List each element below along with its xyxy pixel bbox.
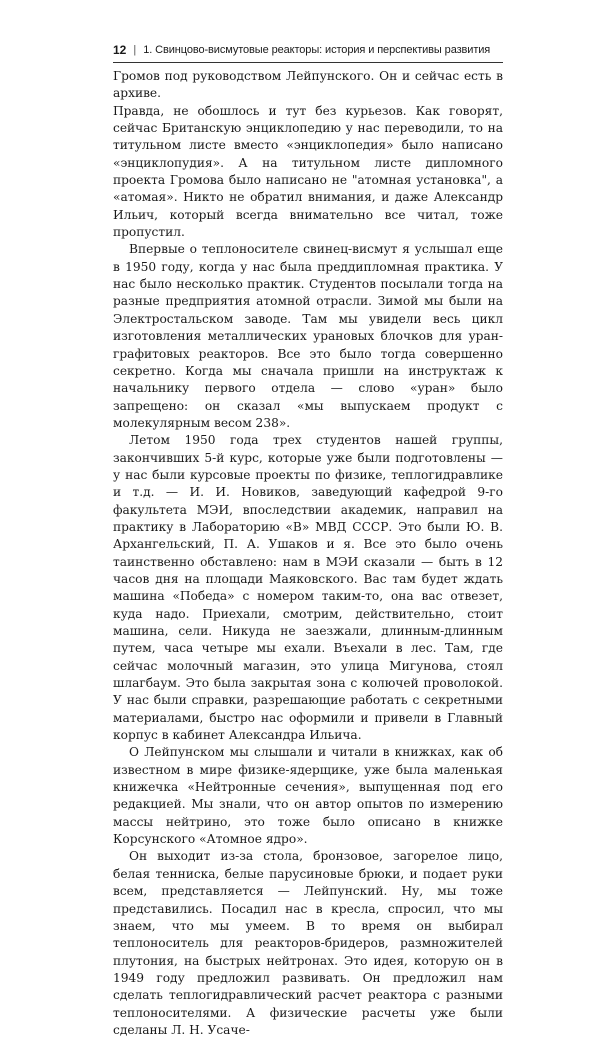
header-rule	[113, 62, 503, 63]
paragraph-4: О Лейпунском мы слышали и читали в книжках, как об известном в мире физике-ядерщике, уже была маленькая книжечка «Нейтронные сечения», выпущенная под его редакцией. Мы знали, что он автор опытов по измерению массы нейтрино, это тоже было описано в книжке Корсунского «Атомное ядро».	[113, 745, 503, 847]
paragraph-5: Он выходит из-за стола, бронзовое, загорелое лицо, белая тенниска, белые парусиновые брюки, и подает руки всем, представляется — Лейпунский. Ну, мы тоже представились. Посадил нас в кресла, спросил, что мы знаем, что мы умеем. В то время он выбирал теплоноситель для реакторов-бридеров, размножителей плутония, на быстрых нейтронах. Это идея, которую он в 1949 году предложил развивать. Он предложил нам сделать теплогидравлический расчет реактора с разными теплоносителями. А физические расчеты уже были сделаны Л. Н. Усаче-	[113, 849, 503, 1037]
header-separator: |	[133, 44, 137, 56]
page-number: 12	[113, 43, 127, 57]
running-title: 1. Свинцово-висмутовые реакторы: история и перспективы развития	[143, 44, 491, 56]
paragraph-2: Впервые о теплоносителе свинец-висмут я услышал еще в 1950 году, когда у нас была преддипломная практика. У нас было несколько практик. Студентов посылали тогда на разные предприятия атомной отрасли. Зимой мы были на Электростальском заводе. Там мы увидели весь цикл изготовления металлических урановых блочков для уран-графитовых реакторов. Все это было тогда совершенно секретно. Когда мы сначала пришли на инструктаж к начальнику первого отдела — слово «уран» было запрещено: он сказал «мы выпускаем продукт с молекулярным весом 238».	[113, 242, 503, 430]
paragraph-1: Громов под руководством Лейпунского. Он и сейчас есть в архиве. Правда, не обошлось и тут без курьезов. Как говорят, сейчас Британскую энциклопедию у нас переводили, то на титульном листе вместо «энциклопедия» было написано «энциклопудия». А на титульном листе дипломного проекта Громова было написано не "атомная установка", а «атомая». Никто не обратил внимания, и даже Александр Ильич, который всегда внимательно все читал, тоже пропустил.	[113, 69, 503, 240]
page-body	[113, 68, 503, 1039]
running-header	[113, 40, 503, 60]
paragraph-3: Летом 1950 года трех студентов нашей группы, закончивших 5-й курс, которые уже были подготовлены — у нас были курсовые проекты по физике, теплогидравлике и т.д. — И. И. Новиков, заведующий кафедрой 9-го факультета МЭИ, впоследствии академик, направил на практику в Лабораторию «В» МВД СССР. Это были Ю. В. Архангельский, П. А. Ушаков и я. Все это было очень таинственно обставлено: нам в МЭИ сказали — быть в 12 часов дня на площади Маяковского. Вас там будет ждать машина «Победа» с номером таким-то, она вас отвезет, куда надо. Приехали, смотрим, действительно, стоит машина, сели. Никуда не заезжали, длинным-длинным путем, часа четыре мы ехали. Въехали в лес. Там, где сейчас молочный магазин, это улица Мигунова, стоял шлагбаум. Это была закрытая зона с колючей проволокой. У нас были справки, разрешающие работать с секретными материалами, быстро нас оформили и привели в Главный корпус в кабинет Александра Ильича.	[113, 433, 503, 743]
